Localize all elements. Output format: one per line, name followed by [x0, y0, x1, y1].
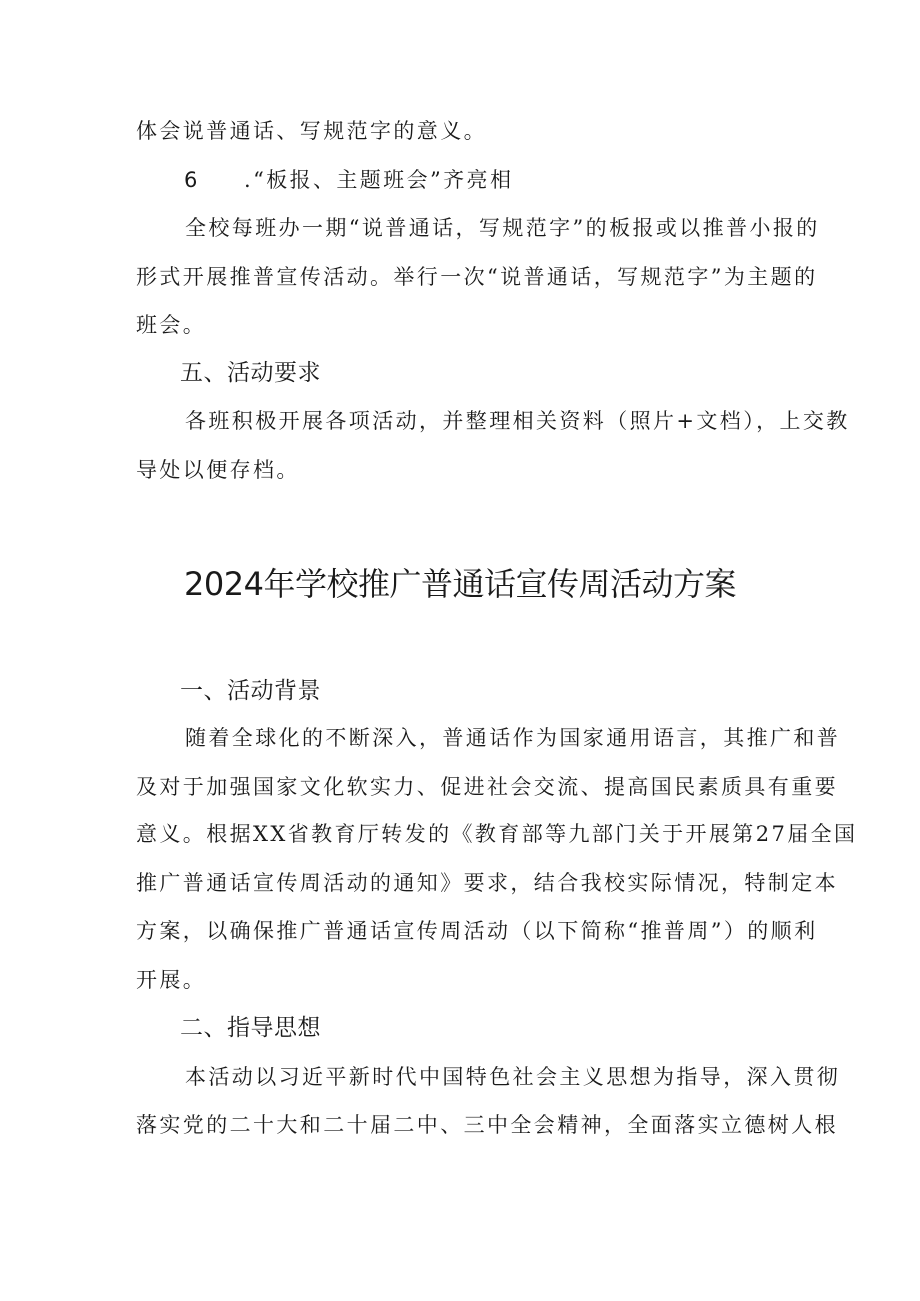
paragraph-line: 本活动以习近平新时代中国特色社会主义思想为指导，深入贯彻 — [185, 1065, 841, 1089]
paragraph-line: 导处以便存档。 — [136, 458, 300, 482]
section-heading: 二、指导思想 — [180, 1015, 321, 1041]
paragraph-line: 推广普通话宣传周活动的通知》要求，结合我校实际情况，特制定本 — [136, 871, 838, 895]
paragraph-line: 方案，以确保推广普通话宣传周活动（以下简称“推普周”）的顺利 — [136, 919, 818, 943]
paragraph-line: 开展。 — [136, 968, 207, 992]
paragraph-line: 各班积极开展各项活动，并整理相关资料（照片+文档），上交教 — [185, 409, 850, 433]
document-title: 2024年学校推广普通话宣传周活动方案 — [184, 565, 736, 603]
paragraph-line: 班会。 — [136, 313, 207, 337]
paragraph-line: 意义。根据XX省教育厅转发的《教育部等九部门关于开展第27届全国 — [136, 822, 858, 846]
paragraph-line: 及对于加强国家文化软实力、促进社会交流、提高国民素质具有重要 — [136, 775, 838, 799]
paragraph-line: 落实党的二十大和二十届二中、三中全会精神，全面落实立德树人根 — [136, 1113, 838, 1137]
paragraph-line: 体会说普通话、写规范字的意义。 — [136, 119, 487, 143]
section-heading: 五、活动要求 — [180, 360, 321, 386]
paragraph-line: 形式开展推普宣传活动。举行一次“说普通话，写规范字”为主题的 — [136, 265, 818, 289]
paragraph-line: 随着全球化的不断深入，普通话作为国家通用语言，其推广和普 — [185, 726, 841, 750]
section-heading: 一、活动背景 — [180, 678, 321, 704]
item-title: .“板报、主题班会”齐亮相 — [244, 168, 514, 192]
paragraph-line: 全校每班办一期“说普通话，写规范字”的板报或以推普小报的 — [185, 216, 820, 240]
item-number: 6 — [184, 168, 198, 192]
